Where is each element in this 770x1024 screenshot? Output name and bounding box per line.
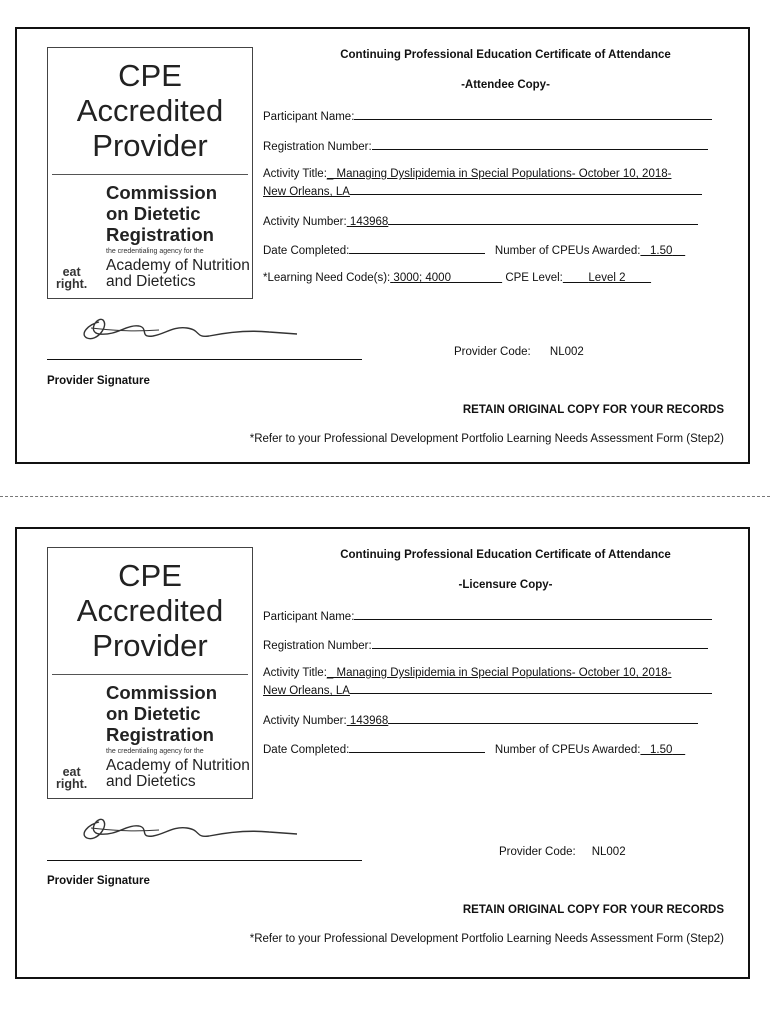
logo-cpe: CPE: [118, 558, 182, 593]
cut-line: [0, 496, 770, 497]
participant-name-field[interactable]: Participant Name:: [263, 607, 723, 625]
provider-signature-label: Provider Signature: [47, 375, 150, 387]
logo-agency-text: the credentialing agency for the: [106, 748, 204, 755]
signature-line: [47, 860, 362, 861]
activity-title-field: Activity Title:_ Managing Dyslipidemia in Special Populations- October 10, 2018-: [263, 168, 672, 180]
refer-note: *Refer to your Professional Development Portfolio Learning Needs Assessment Form (Step2): [249, 933, 724, 945]
activity-title-field-line2: New Orleans, LA: [263, 681, 723, 699]
logo-cdr: Commission on Dietetic Registration: [106, 682, 218, 745]
logo-provider: Provider: [92, 128, 208, 163]
activity-number-field: Activity Number: 143968: [263, 212, 723, 230]
provider-signature-image: [69, 312, 299, 348]
logo-cdr: Commission on Dietetic Registration: [106, 182, 218, 245]
activity-number-field: Activity Number: 143968: [263, 711, 723, 729]
logo-accredited: Accredited: [76, 93, 224, 128]
certificate-title: Continuing Professional Education Certificate of Attendance: [340, 49, 671, 61]
logo-accredited: Accredited: [76, 593, 224, 628]
activity-title-field: Activity Title:_ Managing Dyslipidemia in Special Populations- October 10, 2018-: [263, 667, 672, 679]
registration-number-field[interactable]: Registration Number:: [263, 137, 723, 155]
logo-academy: Academy of Nutrition and Dietetics: [106, 757, 250, 790]
date-completed-field[interactable]: Date Completed: Number of CPEUs Awarded: 1.50: [263, 740, 723, 758]
attendee-certificate: [15, 27, 750, 464]
eatright-icon: eat right.: [56, 765, 88, 791]
provider-signature-label: Provider Signature: [47, 875, 150, 887]
cpe-accredited-provider-logo: [47, 547, 253, 799]
provider-code-field: Provider Code: NL002: [499, 846, 626, 858]
licensure-certificate: [15, 527, 750, 979]
logo-agency-text: the credentialing agency for the: [106, 248, 204, 255]
copy-label: -Licensure Copy-: [458, 579, 553, 591]
logo-academy: Academy of Nutrition and Dietetics: [106, 257, 250, 290]
retain-notice: RETAIN ORIGINAL COPY FOR YOUR RECORDS: [462, 404, 724, 416]
eatright-icon: eat right.: [56, 265, 88, 291]
logo-divider: [52, 174, 248, 175]
cpe-accredited-provider-logo: [47, 47, 253, 299]
copy-label: -Attendee Copy-: [461, 79, 550, 91]
participant-name-field[interactable]: Participant Name:: [263, 107, 723, 125]
signature-line: [47, 359, 362, 360]
registration-number-field[interactable]: Registration Number:: [263, 636, 723, 654]
activity-title-field-line2: New Orleans, LA: [263, 182, 723, 200]
learning-need-field: *Learning Need Code(s): 3000; 4000 CPE Level: Level 2: [263, 272, 626, 284]
logo-divider: [52, 674, 248, 675]
logo-provider: Provider: [92, 628, 208, 663]
logo-cpe: CPE: [118, 58, 182, 93]
retain-notice: RETAIN ORIGINAL COPY FOR YOUR RECORDS: [462, 904, 724, 916]
provider-signature-image: [69, 812, 299, 848]
date-completed-field[interactable]: Date Completed: Number of CPEUs Awarded: 1.50: [263, 241, 723, 259]
certificate-title: Continuing Professional Education Certificate of Attendance: [340, 549, 671, 561]
provider-code-field: Provider Code: NL002: [454, 346, 584, 358]
refer-note: *Refer to your Professional Development Portfolio Learning Needs Assessment Form (Step2): [249, 433, 724, 445]
